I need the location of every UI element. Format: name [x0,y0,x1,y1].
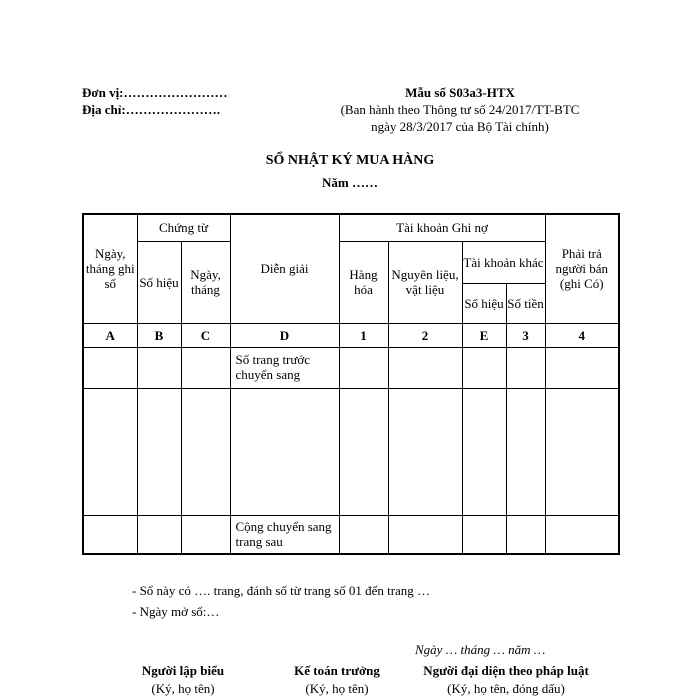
signature-hint: (Ký, họ tên) [305,681,369,696]
note-opened: - Ngày mở sổ:… [132,604,220,619]
notes [132,580,430,622]
col-letter: B [137,323,181,347]
table-cell [545,515,619,554]
signature-role: Người lập biểu [141,663,225,678]
table-cell [462,388,506,515]
issued-line-1: (Ban hành theo Thông tư số 24/2017/TT-BTC [340,102,580,117]
table-cell [506,347,545,388]
table-cell [506,515,545,554]
col-header-goods: Hàng hóa [339,241,388,323]
table-cell [462,515,506,554]
col-letter: 3 [506,323,545,347]
table-cell [181,388,230,515]
unit-line: Đơn vị:…………………… [82,85,228,100]
col-letter: 2 [388,323,462,347]
table-cell [137,347,181,388]
header-right [320,84,600,135]
col-header-other-amount: Số tiền [506,283,545,323]
col-letter: 4 [545,323,619,347]
col-letter: 1 [339,323,388,347]
col-header-voucher-no: Số hiệu [137,241,181,323]
col-letter: D [230,323,339,347]
note-pages: - Sổ này có …. trang, đánh số từ trang số 01 đến trang … [132,583,431,598]
signature-role: Kế toán trưởng [294,663,380,678]
col-letter: E [462,323,506,347]
col-header-date: Ngày, tháng ghi sổ [83,214,137,323]
col-letter: C [181,323,230,347]
table-cell [339,515,388,554]
table-cell [83,515,137,554]
col-header-voucher-date: Ngày, tháng [181,241,230,323]
form-code: Mẫu số S03a3-HTX [405,85,515,100]
col-header-other-account: Tài khoản khác [462,241,545,283]
col-header-other-no: Số hiệu [462,283,506,323]
signature-preparer [118,662,248,698]
table-cell [545,388,619,515]
table-cell [388,515,462,554]
signature-date: Ngày … tháng … năm … [415,642,546,657]
row-carried-out-label: Cộng chuyển sang trang sau [230,515,339,554]
table-cell [388,388,462,515]
table-cell [388,347,462,388]
col-letter: A [83,323,137,347]
table-cell [462,347,506,388]
table-cell [137,515,181,554]
table-cell [506,388,545,515]
header-left [82,84,228,118]
ledger-table [82,213,620,555]
issued-line-2: ngày 28/3/2017 của Bộ Tài chính) [371,119,549,134]
table-cell [230,388,339,515]
col-header-debit-account: Tài khoản Ghi nợ [339,214,545,241]
col-header-materials: Nguyên liệu, vật liệu [388,241,462,323]
signature-role: Người đại diện theo pháp luật [423,663,589,678]
table-cell [181,347,230,388]
signature-hint: (Ký, họ tên) [151,681,215,696]
table-cell [83,347,137,388]
col-header-description: Diễn giải [230,214,339,323]
signature-chief-accountant [272,662,402,698]
col-header-voucher: Chứng từ [137,214,230,241]
table-cell [339,388,388,515]
signature-legal-representative [404,662,608,698]
page-title: SỔ NHẬT KÝ MUA HÀNG [265,153,435,168]
address-line: Địa chỉ:…………………. [82,102,220,117]
col-header-payable: Phải trả người bán (ghi Có) [545,214,619,323]
table-cell [181,515,230,554]
row-carried-in-label: Số trang trước chuyển sang [230,347,339,388]
table-cell [83,388,137,515]
table-cell [339,347,388,388]
year-line: Năm …… [322,175,378,190]
table-cell [137,388,181,515]
signature-hint: (Ký, họ tên, đóng dấu) [447,681,565,696]
table-cell [545,347,619,388]
